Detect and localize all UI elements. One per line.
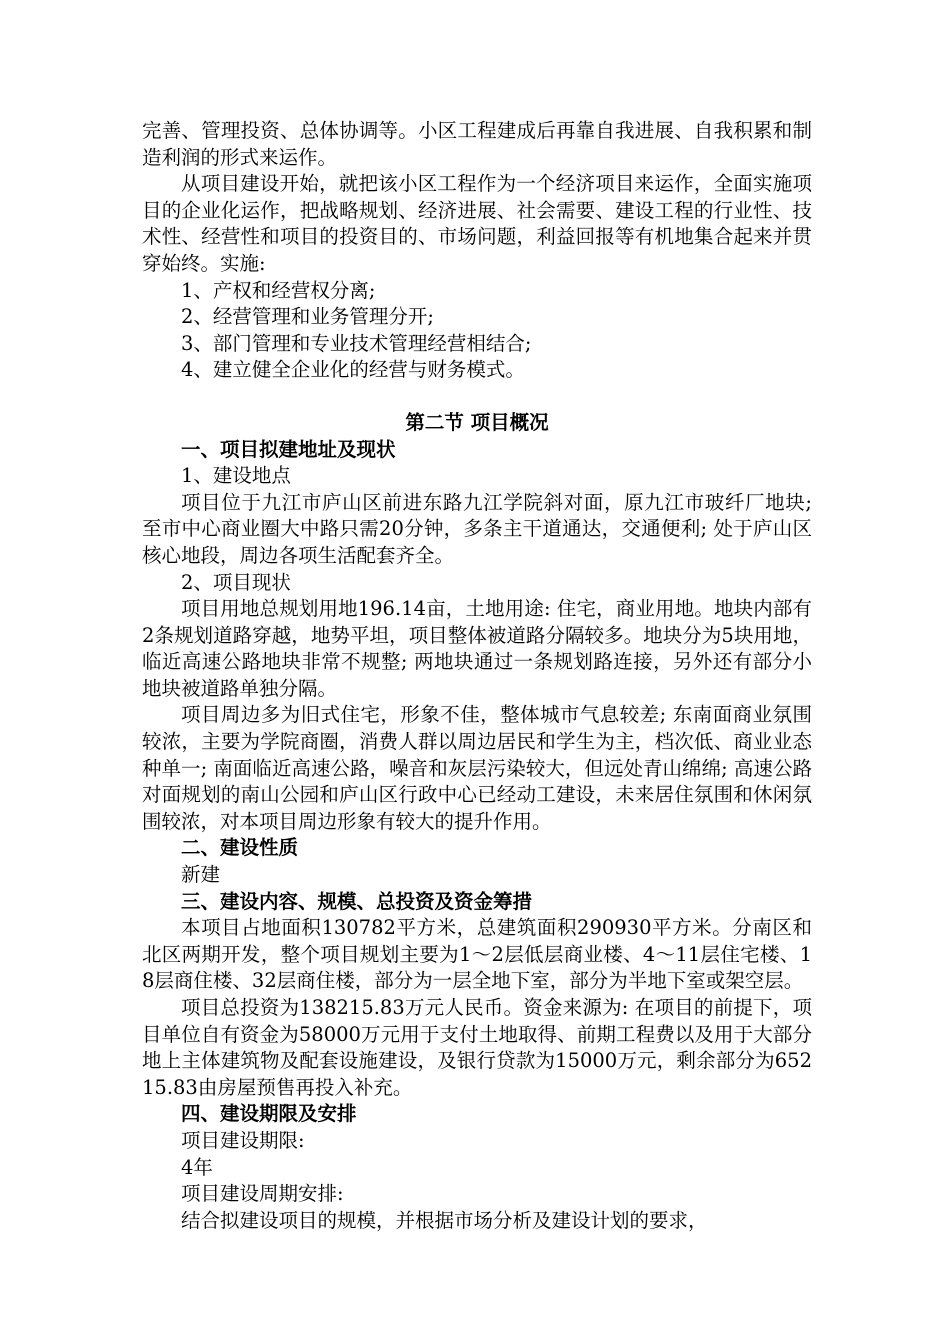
paragraph-continued: 完善、管理投资、总体协调等。小区工程建成后再靠自我进展、自我积累和制造利润的形式来运作。	[142, 119, 812, 169]
label-cycle: 项目建设周期安排:	[181, 1182, 344, 1206]
paragraph-project-operation: 从项目建设开始，就把该小区工程作为一个经济项目来运作，全面实施项目的企业化运作，把战略规划、经济进展、社会需要、建设工程的行业性、技术性、经营性和项目的投资目的、市场问题，利益回报等有机地集合起来并贯穿始终。实施:	[142, 172, 812, 275]
subheading-location: 1、建设地点	[181, 464, 291, 488]
heading-nature: 二、建设性质	[181, 836, 299, 860]
heading-schedule: 四、建设期限及安排	[181, 1102, 357, 1126]
paragraph-area: 本项目占地面积130782平方米，总建筑面积290930平方米。分南区和北区两期开发，整个项目规划主要为1～2层低层商业楼、4～11层住宅楼、18层商住楼、32层商住楼，部分为一层全地下室，部分为半地下室或架空层。	[142, 916, 812, 993]
list-item: 4、建立健全企业化的经营与财务模式。	[181, 358, 525, 382]
paragraph-surroundings: 项目周边多为旧式住宅，形象不佳，整体城市气息较差; 东南面商业氛围较浓，主要为学院商圈，消费人群以周边居民和学生为主，档次低、商业业态种单一; 南面临近高速公路，噪音和灰层污染较大，但远处青山绵绵; 高速公路对面规划的南山公园和庐山区行政中心已经动工建设，未来居住氛围和休闲氛围较浓，对本项目周边形象有较大的提升作用。	[142, 703, 812, 833]
paragraph-new-build: 新建	[181, 863, 221, 887]
paragraph-investment: 项目总投资为138215.83万元人民币。资金来源为: 在项目的前提下，项目单位自有资金为58000万元用于支付土地取得、前期工程费以及用于大部分地上主体建筑物及配套设施建设，及银行贷款为15000万元，剩余部分为65215.83由房屋预售再投入补充。	[142, 996, 812, 1099]
paragraph-cycle: 结合拟建设项目的规模，并根据市场分析及建设计划的要求，	[181, 1208, 708, 1232]
paragraph-location: 项目位于九江市庐山区前进东路九江学院斜对面，原九江市玻纤厂地块; 至市中心商业圈大中路只需20分钟，多条主干道通达，交通便利; 处于庐山区核心地段，周边各项生活配套齐全。	[142, 490, 812, 567]
list-item: 3、部门管理和专业技术管理经营相结合;	[181, 331, 532, 355]
list-item: 2、经营管理和业务管理分开;	[181, 305, 434, 329]
list-item: 1、产权和经营权分离;	[181, 278, 376, 302]
value-period: 4年	[181, 1155, 213, 1179]
paragraph-land-use: 项目用地总规划用地196.14亩，土地用途: 住宅，商业用地。地块内部有2条规划道路穿越，地势平坦，项目整体被道路分隔较多。地块分为5块用地，临近高速公路地块非常不规整; 两地块通过一条规划路连接，另外还有部分小地块被道路单独分隔。	[142, 597, 812, 700]
document-page	[142, 118, 812, 1234]
subheading-status: 2、项目现状	[181, 570, 291, 594]
label-period: 项目建设期限:	[181, 1128, 305, 1152]
heading-site-status: 一、项目拟建地址及现状	[181, 437, 396, 461]
heading-scale-investment: 三、建设内容、规模、总投资及资金筹措	[181, 889, 533, 913]
section-title: 第二节 项目概况	[405, 410, 549, 434]
